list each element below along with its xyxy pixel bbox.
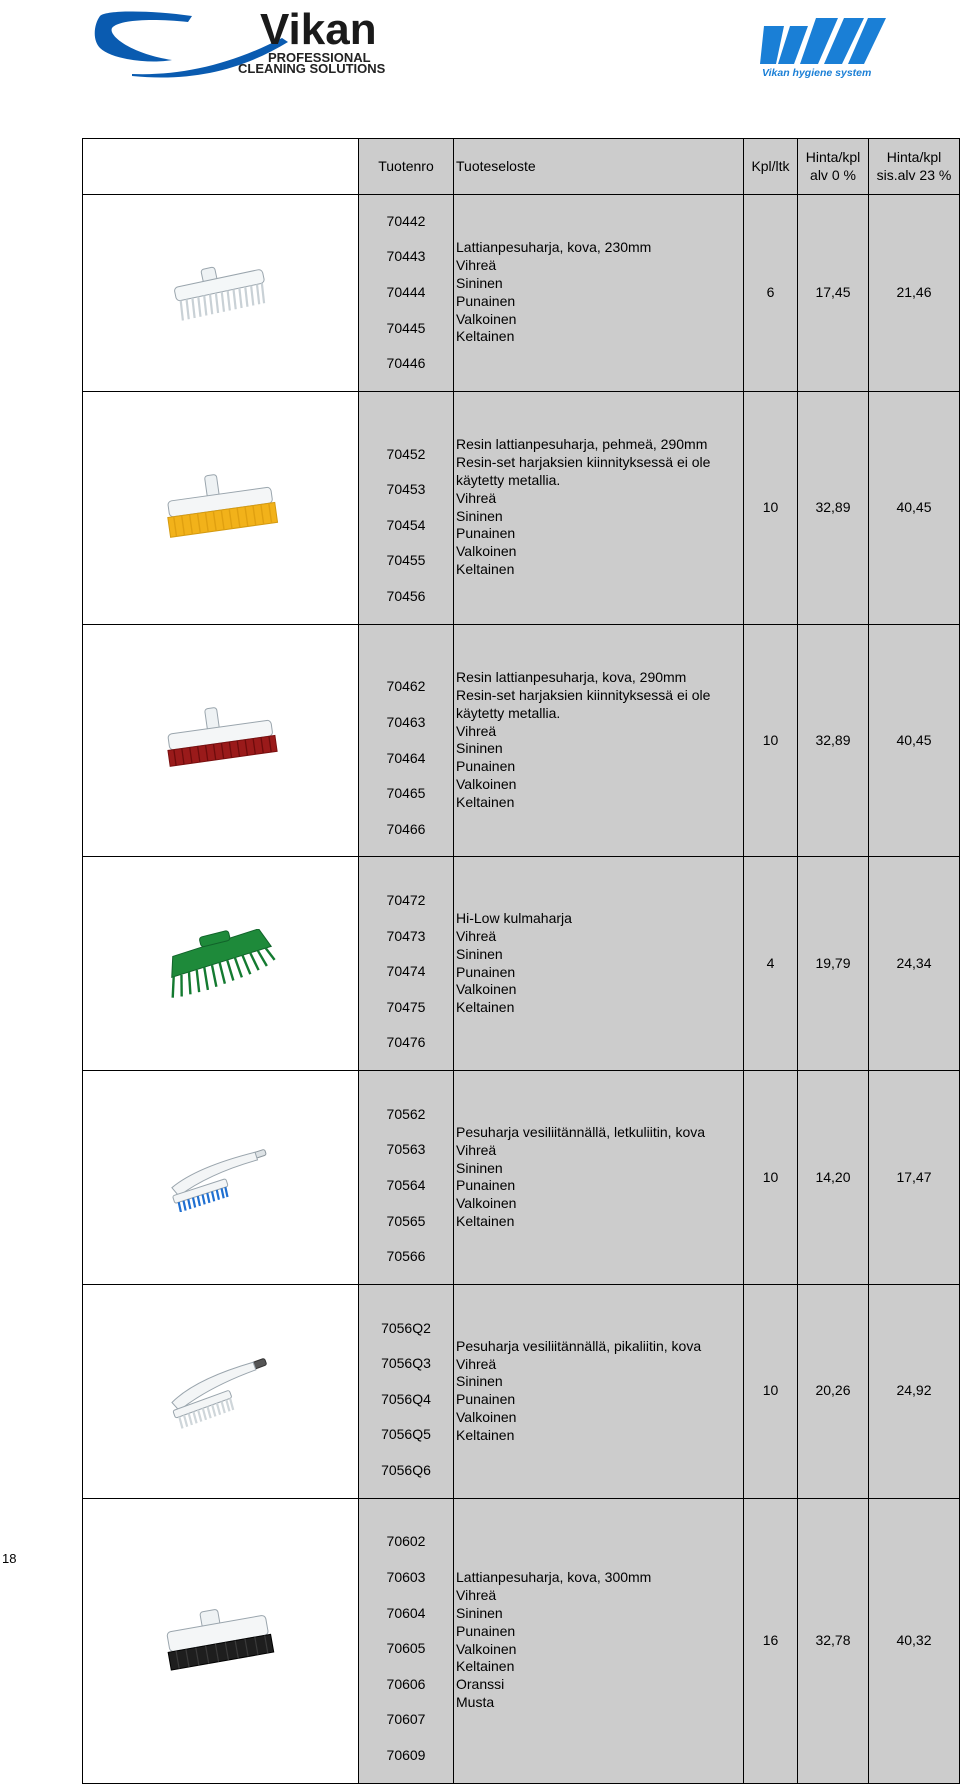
product-numbers xyxy=(359,1071,454,1285)
price-excl-vat: 19,79 xyxy=(798,857,869,1071)
pack-qty: 10 xyxy=(744,391,798,624)
pack-qty: 10 xyxy=(744,1071,798,1285)
description-line: Valkoinen xyxy=(456,1409,517,1425)
description-line: Vihreä xyxy=(456,928,497,945)
price-excl-vat: 32,78 xyxy=(798,1498,869,1783)
product-image-cell xyxy=(83,195,359,392)
page-number: 18 xyxy=(2,1551,17,1566)
product-price-table xyxy=(82,138,960,1784)
description-line: Resin lattianpesuharja, kova, 290mm xyxy=(456,669,687,686)
description-line: Resin lattianpesuharja, pehmeä, 290mm xyxy=(456,436,708,453)
product-number: 70474 xyxy=(386,963,426,980)
description-line: Punainen xyxy=(456,292,516,309)
header-price-excl-line1: Hinta/kpl xyxy=(805,148,861,165)
table-row xyxy=(83,624,960,857)
product-number: 70609 xyxy=(386,1746,426,1763)
product-numbers xyxy=(359,391,454,624)
product-number: 70475 xyxy=(386,998,426,1015)
description-line: Keltainen xyxy=(456,328,515,345)
product-description xyxy=(454,624,744,857)
description-line: Keltainen xyxy=(456,999,515,1016)
price-incl-vat: 24,92 xyxy=(869,1284,960,1498)
pack-qty: 4 xyxy=(744,857,798,1071)
header-image-cell xyxy=(83,139,359,195)
description-line: Pesuharja vesiliitännällä, pikaliitin, kova xyxy=(456,1337,702,1354)
description-line: Valkoinen xyxy=(456,1195,517,1212)
header-price-excl-line2: alv 0 % xyxy=(810,166,856,183)
product-number: 70565 xyxy=(386,1212,426,1229)
description-line: Punainen xyxy=(456,1391,516,1408)
description-line: Vihreä xyxy=(456,722,497,739)
pack-qty: 6 xyxy=(744,195,798,392)
product-description xyxy=(454,1498,744,1783)
product-number: 70443 xyxy=(386,248,426,265)
description-line: Sininen xyxy=(456,1159,503,1176)
product-number: 70456 xyxy=(386,587,426,604)
table-row xyxy=(83,857,960,1071)
product-image-cell xyxy=(83,624,359,857)
header-price-incl-line1: Hinta/kpl xyxy=(886,148,942,165)
description-line: Lattianpesuharja, kova, 300mm xyxy=(456,1569,652,1586)
blue-water-hand-brush-icon xyxy=(161,1142,281,1212)
product-number: 70564 xyxy=(386,1177,426,1194)
description-line: Sininen xyxy=(456,275,503,292)
description-line: Valkoinen xyxy=(456,981,517,998)
product-number: 70454 xyxy=(386,516,426,533)
product-numbers xyxy=(359,1498,454,1783)
product-description xyxy=(454,391,744,624)
description-line: käytetty metallia. xyxy=(456,472,561,489)
description-line: käytetty metallia. xyxy=(456,704,561,721)
logo-tagline-1: PROFESSIONAL xyxy=(268,50,371,65)
product-numbers xyxy=(359,857,454,1071)
pack-qty: 10 xyxy=(744,624,798,857)
vikan-wordmark: Vikan xyxy=(260,5,377,54)
description-line: Sininen xyxy=(456,740,503,757)
description-line: Valkoinen xyxy=(456,310,517,327)
description-line: Hi-Low kulmaharja xyxy=(456,910,572,927)
product-number: 70563 xyxy=(386,1141,426,1158)
product-number: 70476 xyxy=(386,1034,426,1051)
product-number: 7056Q5 xyxy=(381,1426,431,1443)
product-number: 70465 xyxy=(386,785,426,802)
description-line: Sininen xyxy=(456,507,503,524)
product-numbers xyxy=(359,195,454,392)
description-line: Sininen xyxy=(456,945,503,962)
product-description xyxy=(454,1071,744,1285)
price-incl-vat: 17,47 xyxy=(869,1071,960,1285)
product-image-cell xyxy=(83,857,359,1071)
product-number: 70607 xyxy=(386,1711,426,1728)
product-number: 70446 xyxy=(386,355,426,372)
white-floor-brush-icon xyxy=(166,258,276,328)
description-line: Sininen xyxy=(456,1373,503,1390)
description-line: Resin-set harjaksien kiinnityksessä ei ole xyxy=(456,687,711,704)
product-number: 70452 xyxy=(386,445,426,462)
vikan-logo xyxy=(92,4,432,80)
description-line: Keltainen xyxy=(456,1213,515,1230)
description-line: Keltainen xyxy=(456,1658,515,1675)
product-number: 70466 xyxy=(386,820,426,837)
product-number: 70473 xyxy=(386,927,426,944)
description-line: Lattianpesuharja, kova, 230mm xyxy=(456,239,652,256)
product-numbers xyxy=(359,1284,454,1498)
price-incl-vat: 24,34 xyxy=(869,857,960,1071)
product-number: 7056Q2 xyxy=(381,1319,431,1336)
price-excl-vat: 20,26 xyxy=(798,1284,869,1498)
description-line: Keltainen xyxy=(456,1426,515,1443)
product-image-cell xyxy=(83,1498,359,1783)
product-number: 7056Q4 xyxy=(381,1390,431,1407)
description-line: Vihreä xyxy=(456,1587,497,1604)
table-row xyxy=(83,195,960,392)
table-row xyxy=(83,1071,960,1285)
table-row xyxy=(83,391,960,624)
product-number: 70604 xyxy=(386,1604,426,1621)
table-row xyxy=(83,1284,960,1498)
description-line: Oranssi xyxy=(456,1676,505,1693)
product-number: 70453 xyxy=(386,481,426,498)
description-line: Valkoinen xyxy=(456,1640,517,1657)
description-line: Valkoinen xyxy=(456,776,517,792)
product-number: 70603 xyxy=(386,1568,426,1585)
description-line: Punainen xyxy=(456,525,516,542)
table-header-row xyxy=(83,139,960,195)
product-image-cell xyxy=(83,1284,359,1498)
description-line: Punainen xyxy=(456,758,516,775)
product-number: 70445 xyxy=(386,319,426,336)
product-numbers xyxy=(359,624,454,857)
price-incl-vat: 21,46 xyxy=(869,195,960,392)
black-floor-brush-icon xyxy=(161,1603,281,1679)
product-number: 70462 xyxy=(386,678,426,695)
product-number: 7056Q3 xyxy=(381,1355,431,1372)
description-line: Vihreä xyxy=(456,489,497,506)
product-number: 70442 xyxy=(386,212,426,229)
header-description: Tuoteseloste xyxy=(454,139,744,195)
description-line: Keltainen xyxy=(456,793,515,810)
description-line: Pesuharja vesiliitännällä, letkuliitin, kova xyxy=(456,1124,706,1141)
product-number: 70566 xyxy=(386,1248,426,1265)
price-excl-vat: 17,45 xyxy=(798,195,869,392)
logo-tagline-2: CLEANING SOLUTIONS xyxy=(238,61,386,76)
description-line: Valkoinen xyxy=(456,543,517,560)
product-description xyxy=(454,857,744,1071)
pack-qty: 10 xyxy=(744,1284,798,1498)
product-image-cell xyxy=(83,1071,359,1285)
table-row xyxy=(83,1498,960,1783)
description-line: Vihreä xyxy=(456,1141,497,1158)
description-line: Resin-set harjaksien kiinnityksessä ei ole xyxy=(456,454,711,471)
header-product-number: Tuotenro xyxy=(359,139,454,195)
description-line: Vihreä xyxy=(456,1355,497,1372)
product-description xyxy=(454,195,744,392)
product-description xyxy=(454,1284,744,1498)
product-number: 70605 xyxy=(386,1640,426,1657)
description-line: Keltainen xyxy=(456,561,515,578)
description-line: Punainen xyxy=(456,1177,516,1194)
header-price-excl-vat xyxy=(798,139,869,195)
product-number: 70455 xyxy=(386,552,426,569)
price-incl-vat: 40,45 xyxy=(869,624,960,857)
header-price-incl-vat xyxy=(869,139,960,195)
product-image-cell xyxy=(83,391,359,624)
description-line: Vihreä xyxy=(456,257,497,274)
product-number: 70444 xyxy=(386,283,426,300)
pack-qty: 16 xyxy=(744,1498,798,1783)
product-number: 70463 xyxy=(386,713,426,730)
vikan-hygiene-system-logo xyxy=(760,14,890,82)
price-excl-vat: 14,20 xyxy=(798,1071,869,1285)
header-price-incl-line2: sis.alv 23 % xyxy=(876,166,952,183)
price-incl-vat: 40,45 xyxy=(869,391,960,624)
green-corner-brush-icon xyxy=(156,929,286,999)
red-resin-floor-brush-icon xyxy=(161,705,281,775)
white-water-hand-brush-icon xyxy=(161,1353,281,1429)
description-line: Sininen xyxy=(456,1604,503,1621)
hygiene-system-caption: Vikan hygiene system xyxy=(762,67,872,79)
price-incl-vat: 40,32 xyxy=(869,1498,960,1783)
yellow-resin-floor-brush-icon xyxy=(161,470,281,546)
description-line: Punainen xyxy=(456,1622,516,1639)
description-line: Musta xyxy=(456,1693,495,1710)
description-line: Punainen xyxy=(456,963,516,980)
product-number: 70464 xyxy=(386,749,426,766)
product-number: 70562 xyxy=(386,1105,426,1122)
product-number: 70602 xyxy=(386,1533,426,1550)
price-excl-vat: 32,89 xyxy=(798,391,869,624)
product-number: 70472 xyxy=(386,892,426,909)
product-number: 70606 xyxy=(386,1675,426,1692)
header-pack-qty: Kpl/ltk xyxy=(744,139,798,195)
product-number: 7056Q6 xyxy=(381,1462,431,1478)
price-excl-vat: 32,89 xyxy=(798,624,869,857)
